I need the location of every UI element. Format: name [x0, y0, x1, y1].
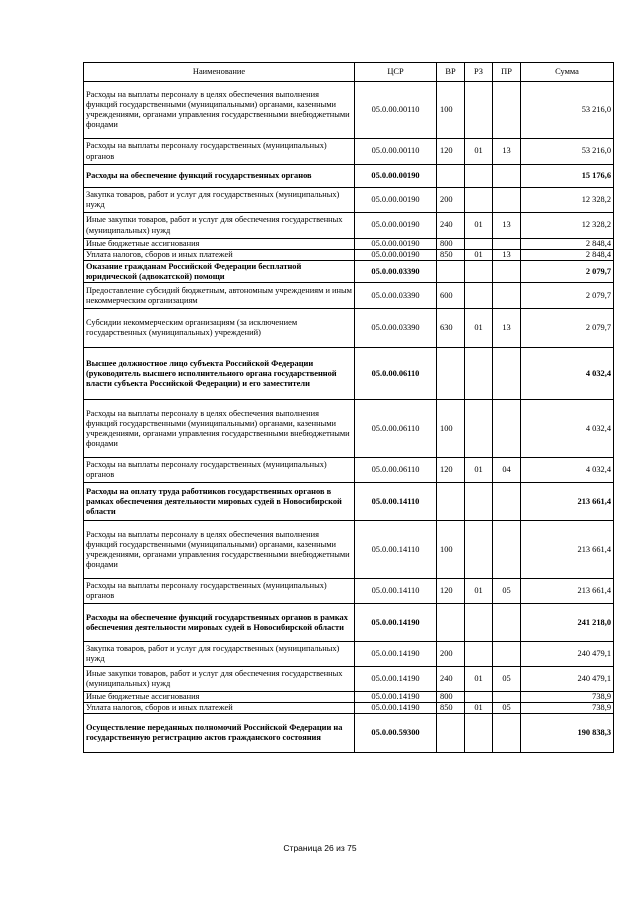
cell-csr: 05.0.00.06110 [355, 348, 437, 400]
cell-sum: 12 328,2 [521, 188, 614, 213]
cell-pr: 13 [493, 213, 521, 239]
cell-vr: 100 [437, 82, 465, 139]
cell-csr: 05.0.00.00190 [355, 188, 437, 213]
cell-rz [465, 521, 493, 579]
cell-sum: 53 216,0 [521, 139, 614, 165]
cell-rz: 01 [465, 213, 493, 239]
cell-pr: 05 [493, 703, 521, 714]
cell-csr: 05.0.00.00110 [355, 82, 437, 139]
table-row [84, 165, 614, 188]
cell-csr: 05.0.00.03390 [355, 261, 437, 283]
cell-name: Осуществление переданных полномочий Российской Федерации на государственную регистрацию актов гражданского состояния [84, 714, 355, 753]
cell-rz [465, 188, 493, 213]
cell-sum: 2 079,7 [521, 283, 614, 309]
cell-pr [493, 188, 521, 213]
cell-csr: 05.0.00.00110 [355, 139, 437, 165]
cell-pr [493, 239, 521, 250]
cell-csr: 05.0.00.14190 [355, 703, 437, 714]
cell-vr: 240 [437, 213, 465, 239]
cell-csr: 05.0.00.00190 [355, 239, 437, 250]
cell-name: Иные закупки товаров, работ и услуг для обеспечения государственных (муниципальных) нужд [84, 213, 355, 239]
cell-pr: 13 [493, 309, 521, 348]
table-row [84, 714, 614, 753]
cell-pr [493, 692, 521, 703]
cell-rz: 01 [465, 250, 493, 261]
cell-vr: 800 [437, 692, 465, 703]
cell-vr: 200 [437, 642, 465, 667]
cell-pr [493, 165, 521, 188]
cell-vr: 240 [437, 667, 465, 692]
cell-sum: 12 328,2 [521, 213, 614, 239]
table-row [84, 579, 614, 604]
cell-rz [465, 82, 493, 139]
cell-rz [465, 714, 493, 753]
cell-sum: 213 661,4 [521, 521, 614, 579]
cell-pr [493, 604, 521, 642]
cell-pr: 13 [493, 250, 521, 261]
table-row [84, 667, 614, 692]
table-row [84, 692, 614, 703]
cell-csr: 05.0.00.14190 [355, 667, 437, 692]
table-row [84, 521, 614, 579]
table-row [84, 458, 614, 483]
table-row [84, 604, 614, 642]
cell-csr: 05.0.00.00190 [355, 165, 437, 188]
cell-name: Расходы на выплаты персоналу в целях обеспечения выполнения функций государственными (муниципальными) органами, казенными учреждениями, органами управления государственными внебюджетными фондами [84, 521, 355, 579]
table-row [84, 250, 614, 261]
cell-sum: 15 176,6 [521, 165, 614, 188]
cell-vr [437, 165, 465, 188]
cell-name: Иные закупки товаров, работ и услуг для обеспечения государственных (муниципальных) нужд [84, 667, 355, 692]
header-csr: ЦСР [355, 63, 437, 82]
header-sum: Сумма [521, 63, 614, 82]
table-row [84, 400, 614, 458]
cell-rz: 01 [465, 309, 493, 348]
cell-vr: 120 [437, 458, 465, 483]
cell-pr [493, 261, 521, 283]
cell-name: Высшее должностное лицо субъекта Российской Федерации (руководитель высшего исполнительного органа государственной власти субъекта Российской Федерации) и его заместители [84, 348, 355, 400]
cell-name: Расходы на выплаты персоналу государственных (муниципальных) органов [84, 579, 355, 604]
table-row [84, 703, 614, 714]
cell-pr [493, 483, 521, 521]
cell-rz [465, 239, 493, 250]
table-body [84, 82, 614, 753]
cell-csr: 05.0.00.14190 [355, 604, 437, 642]
cell-vr: 630 [437, 309, 465, 348]
cell-rz: 01 [465, 458, 493, 483]
cell-sum: 240 479,1 [521, 667, 614, 692]
cell-rz [465, 642, 493, 667]
cell-vr [437, 261, 465, 283]
table-row [84, 309, 614, 348]
cell-csr: 05.0.00.03390 [355, 309, 437, 348]
cell-rz [465, 348, 493, 400]
cell-vr: 600 [437, 283, 465, 309]
cell-rz [465, 483, 493, 521]
cell-name: Уплата налогов, сборов и иных платежей [84, 250, 355, 261]
page-number: Страница 26 из 75 [283, 843, 357, 853]
cell-pr: 04 [493, 458, 521, 483]
cell-rz: 01 [465, 703, 493, 714]
cell-sum: 4 032,4 [521, 348, 614, 400]
header-pr: ПР [493, 63, 521, 82]
cell-sum: 213 661,4 [521, 483, 614, 521]
header-vr: ВР [437, 63, 465, 82]
cell-name: Иные бюджетные ассигнования [84, 692, 355, 703]
cell-vr: 850 [437, 703, 465, 714]
budget-table [83, 62, 614, 753]
table-row [84, 283, 614, 309]
cell-csr: 05.0.00.14110 [355, 579, 437, 604]
cell-vr [437, 604, 465, 642]
cell-vr: 100 [437, 521, 465, 579]
cell-pr [493, 283, 521, 309]
cell-csr: 05.0.00.03390 [355, 283, 437, 309]
cell-vr: 200 [437, 188, 465, 213]
cell-name: Расходы на выплаты персоналу в целях обеспечения выполнения функций государственными (муниципальными) органами, казенными учреждениями, органами управления государственными внебюджетными фондами [84, 82, 355, 139]
table-row [84, 642, 614, 667]
table-row [84, 213, 614, 239]
cell-csr: 05.0.00.14190 [355, 692, 437, 703]
cell-name: Субсидии некоммерческим организациям (за исключением государственных (муниципальных) учреждений) [84, 309, 355, 348]
cell-rz [465, 283, 493, 309]
cell-sum: 213 661,4 [521, 579, 614, 604]
cell-sum: 738,9 [521, 703, 614, 714]
table-header-row [84, 63, 614, 82]
cell-pr [493, 348, 521, 400]
cell-vr: 100 [437, 400, 465, 458]
cell-pr [493, 642, 521, 667]
header-rz: РЗ [465, 63, 493, 82]
cell-name: Закупка товаров, работ и услуг для государственных (муниципальных) нужд [84, 188, 355, 213]
cell-vr: 800 [437, 239, 465, 250]
cell-pr [493, 714, 521, 753]
cell-vr: 850 [437, 250, 465, 261]
cell-csr: 05.0.00.00190 [355, 213, 437, 239]
cell-rz [465, 604, 493, 642]
cell-sum: 4 032,4 [521, 400, 614, 458]
cell-vr [437, 348, 465, 400]
cell-sum: 2 079,7 [521, 261, 614, 283]
cell-rz [465, 692, 493, 703]
cell-sum: 2 848,4 [521, 239, 614, 250]
cell-sum: 738,9 [521, 692, 614, 703]
cell-name: Расходы на выплаты персоналу в целях обеспечения выполнения функций государственными (муниципальными) органами, казенными учреждениями, органами управления государственными внебюджетными фондами [84, 400, 355, 458]
cell-sum: 2 079,7 [521, 309, 614, 348]
cell-name: Расходы на оплату труда работников государственных органов в рамках обеспечения деятельности мировых судей в Новосибирской области [84, 483, 355, 521]
cell-pr: 05 [493, 667, 521, 692]
cell-rz [465, 400, 493, 458]
cell-name: Расходы на выплаты персоналу государственных (муниципальных) органов [84, 458, 355, 483]
cell-name: Предоставление субсидий бюджетным, автономным учреждениям и иным некоммерческим организациям [84, 283, 355, 309]
cell-csr: 05.0.00.14110 [355, 483, 437, 521]
cell-name: Оказание гражданам Российской Федерации бесплатной юридической (адвокатской) помощи [84, 261, 355, 283]
cell-pr [493, 400, 521, 458]
cell-sum: 241 218,0 [521, 604, 614, 642]
cell-rz [465, 261, 493, 283]
cell-rz: 01 [465, 139, 493, 165]
cell-pr [493, 82, 521, 139]
cell-vr: 120 [437, 579, 465, 604]
table-row [84, 82, 614, 139]
cell-rz: 01 [465, 667, 493, 692]
cell-name: Закупка товаров, работ и услуг для государственных (муниципальных) нужд [84, 642, 355, 667]
table-row [84, 188, 614, 213]
cell-csr: 05.0.00.59300 [355, 714, 437, 753]
cell-sum: 4 032,4 [521, 458, 614, 483]
cell-sum: 240 479,1 [521, 642, 614, 667]
cell-vr: 120 [437, 139, 465, 165]
header-name: Наименование [84, 63, 355, 82]
cell-name: Уплата налогов, сборов и иных платежей [84, 703, 355, 714]
cell-sum: 190 838,3 [521, 714, 614, 753]
cell-pr: 13 [493, 139, 521, 165]
cell-sum: 2 848,4 [521, 250, 614, 261]
cell-csr: 05.0.00.06110 [355, 400, 437, 458]
table-row [84, 261, 614, 283]
cell-rz [465, 165, 493, 188]
cell-vr [437, 483, 465, 521]
cell-vr [437, 714, 465, 753]
cell-rz: 01 [465, 579, 493, 604]
table-row [84, 239, 614, 250]
table-row [84, 348, 614, 400]
cell-name: Расходы на обеспечение функций государственных органов в рамках обеспечения деятельности мировых судей в Новосибирской области [84, 604, 355, 642]
cell-csr: 05.0.00.14110 [355, 521, 437, 579]
table-row [84, 483, 614, 521]
cell-pr [493, 521, 521, 579]
cell-csr: 05.0.00.00190 [355, 250, 437, 261]
table-row [84, 139, 614, 165]
cell-csr: 05.0.00.06110 [355, 458, 437, 483]
cell-pr: 05 [493, 579, 521, 604]
cell-name: Иные бюджетные ассигнования [84, 239, 355, 250]
cell-name: Расходы на выплаты персоналу государственных (муниципальных) органов [84, 139, 355, 165]
cell-name: Расходы на обеспечение функций государственных органов [84, 165, 355, 188]
cell-sum: 53 216,0 [521, 82, 614, 139]
cell-csr: 05.0.00.14190 [355, 642, 437, 667]
